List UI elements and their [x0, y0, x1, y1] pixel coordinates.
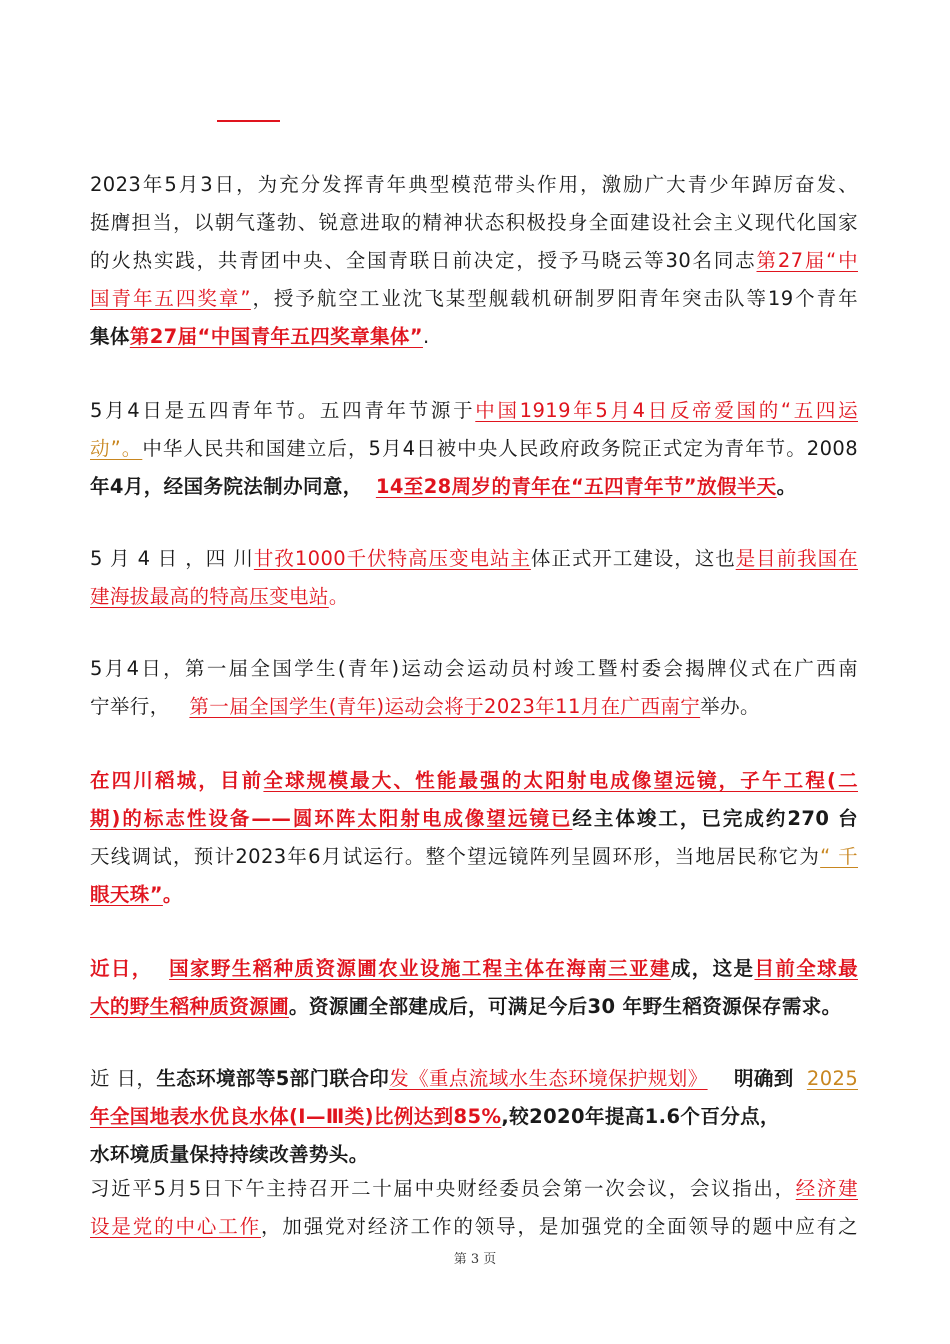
highlight-text: 发《重点流域水生态环境保护规划》	[389, 1067, 708, 1090]
highlight-text: 动”。	[90, 437, 143, 460]
highlight-text: 设是党的中心工作	[90, 1215, 261, 1238]
highlight-text: 眼天珠”	[90, 883, 163, 906]
paragraph-youth-medal	[90, 166, 858, 356]
text-line	[90, 468, 858, 506]
red-text: 近日，	[90, 957, 153, 980]
text-run: ,较2020年提高1.6个百分点，	[501, 1105, 780, 1128]
text-line	[90, 838, 858, 876]
text-run: 宁举行，	[90, 695, 170, 718]
text-line: 水环境质量保持持续改善势头。	[90, 1143, 369, 1166]
text-line	[90, 540, 858, 578]
bold-text: 生态环境部等5部门联合印	[156, 1067, 390, 1090]
red-text: 。	[162, 883, 183, 906]
page-number: 第 3 页	[453, 1252, 497, 1267]
text-line	[90, 800, 858, 838]
text-line	[90, 242, 858, 280]
text-line	[90, 988, 858, 1026]
text-line	[90, 578, 858, 616]
text-run: 。资源圃全部建成后，可满足今后30 年野生稻资源保存需求。	[289, 995, 842, 1018]
text-run: 近 日，	[90, 1067, 157, 1090]
highlight-text: 年全国地表水优良水体(Ⅰ—Ⅲ类)比例达到85%	[90, 1105, 502, 1128]
text-run: 天线调试，预计2023年6月试运行。整个望远镜阵列呈圆环形，当地居民称它为	[90, 845, 821, 868]
text-line: 挺膺担当，以朝气蓬勃、锐意进取的精神状态积极投身全面建设社会主义现代化国家	[90, 211, 858, 234]
highlight-text: 第27届“中	[756, 249, 858, 272]
paragraph-economy	[90, 1170, 858, 1246]
text-run: 的火热实践，共青团中央、全国青联日前决定，授予马晓云等30名同志	[90, 249, 757, 272]
text-line	[90, 1060, 858, 1098]
text-line	[90, 688, 858, 726]
paragraph-substation	[90, 540, 858, 616]
highlight-text: “ 千	[820, 845, 858, 868]
highlight-text: 目前全球最	[754, 957, 858, 980]
text-line	[90, 876, 858, 914]
text-run: 。	[328, 585, 349, 608]
text-line	[90, 280, 858, 318]
highlight-text: 14至28周岁的青年在“五四青年节”放假半天	[375, 475, 777, 498]
text-run: 体正式开工建设，这也	[530, 547, 736, 570]
text-run: 成，这是	[670, 957, 755, 980]
bold-text: 明确到	[734, 1067, 794, 1090]
highlight-text: 国青年五四奖章”	[90, 287, 251, 310]
text-line: 5月4日，第一届全国学生(青年)运动会运动员村竣工暨村委会揭牌仪式在广西南	[90, 657, 858, 680]
highlight-text: 大的野生稻种质资源圃	[90, 995, 290, 1018]
highlight-text: 国家野生稻种质资源圃农业设施工程主体在海南三亚建	[169, 957, 671, 980]
bold-text: 。	[776, 475, 797, 498]
text-line	[90, 1208, 858, 1246]
highlight-text: 第27届“中国青年五四奖章集体”	[129, 325, 423, 348]
highlight-text: 甘孜1000千伏特高压变电站主	[253, 547, 531, 570]
text-run: ，授予航空工业沈飞某型舰载机研制罗阳青年突击队等19个青年	[250, 287, 858, 310]
text-run: 5月4日是五四青年节。五四青年节源于	[90, 399, 476, 422]
text-line	[90, 392, 858, 430]
bold-text: 集体	[90, 325, 130, 348]
top-red-rule	[217, 120, 280, 122]
paragraph-wild-rice	[90, 950, 858, 1026]
highlight-text: 全球规模最大、性能最强的太阳射电成像望远镜，子午工程(二	[263, 769, 858, 792]
text-run: ，加强党对经济工作的领导，是加强党的全面领导的题中应有之	[261, 1215, 858, 1238]
paragraph-youth-day	[90, 392, 858, 506]
text-line	[90, 318, 858, 356]
text-run: .	[422, 325, 430, 348]
text-line	[90, 1170, 858, 1208]
text-line: 2023年5月3日，为充分发挥青年典型模范带头作用，激励广大青少年踔厉奋发、	[90, 173, 858, 196]
bold-text: 年4月，经国务院法制办同意，	[90, 475, 363, 498]
text-line	[90, 762, 858, 800]
text-run: 经主体竣工，已完成约270 台	[572, 807, 858, 830]
highlight-text: 第一届全国学生(青年)运动会将于2023年11月在广西南宁	[189, 695, 701, 718]
text-run: 举办。	[700, 695, 760, 718]
text-run: 中华人民共和国建立后，5月4日被中央人民政府政务院正式定为青年节。2008	[142, 437, 858, 460]
text-line	[90, 1098, 858, 1136]
text-line	[90, 430, 858, 468]
highlight-text: 中国1919年5月4日反帝爱国的“五四运	[475, 399, 858, 422]
paragraph-student-games	[90, 650, 858, 726]
highlight-text: 2025	[806, 1067, 858, 1090]
highlight-text: 是目前我国在	[735, 547, 858, 570]
paragraph-telescope	[90, 762, 858, 914]
highlight-text: 经济建	[795, 1177, 858, 1200]
highlight-text: 建海拔最高的特高压变电站	[90, 585, 329, 608]
text-run: 习近平5月5日下午主持召开二十届中央财经委员会第一次会议，会议指出，	[90, 1177, 796, 1200]
paragraph-water-plan	[90, 1060, 858, 1174]
highlight-text: 期)的标志性设备——圆环阵太阳射电成像望远镜已	[90, 807, 573, 830]
text-run: 5 月 4 日 ，四 川	[90, 547, 254, 570]
red-text: 在四川稻城，目前	[90, 769, 264, 792]
text-line	[90, 950, 858, 988]
